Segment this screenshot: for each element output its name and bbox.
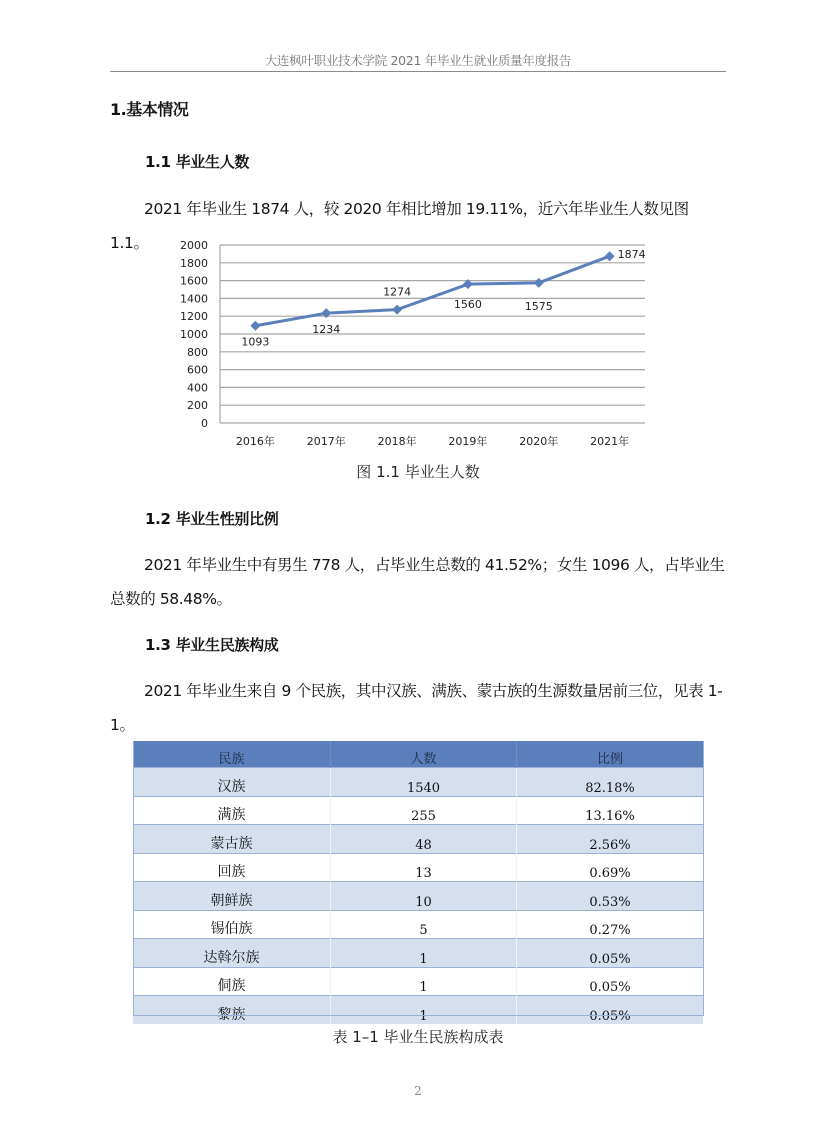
page-number: 2	[414, 1084, 422, 1098]
paragraph-graduate-count: 2021 年毕业生 1874 人，较 2020 年相比增加 19.11%，近六年毕业生人数见图 1.1。	[110, 200, 689, 252]
chart-x-axis	[236, 434, 629, 448]
table-row	[133, 996, 703, 1024]
cell-count: 1540	[331, 768, 517, 797]
y-tick-label: 1000	[180, 328, 208, 341]
data-label: 1234	[312, 323, 341, 337]
data-label: 1874	[617, 248, 646, 262]
cell-count: 1	[331, 939, 517, 968]
y-tick-label: 600	[187, 363, 208, 377]
data-point-marker	[392, 305, 402, 315]
section-heading-1-2: 1.2 毕业生性别比例	[145, 510, 279, 528]
chart-gridlines	[220, 245, 645, 423]
cell-ratio: 0.69%	[517, 853, 704, 882]
data-label: 1274	[383, 285, 412, 299]
x-tick-label: 2021年	[590, 435, 630, 448]
table-row	[133, 939, 703, 968]
data-point-marker	[534, 278, 544, 288]
graduates-line-chart	[160, 232, 660, 457]
y-tick-label: 1600	[180, 274, 208, 288]
section-heading-1-3: 1.3 毕业生民族构成	[145, 636, 279, 654]
cell-count: 1	[331, 996, 517, 1024]
table-row	[133, 825, 703, 854]
cell-ethnicity: 回族	[133, 853, 331, 882]
cell-ratio: 13.16%	[517, 796, 704, 825]
ethnicity-table	[133, 741, 703, 1024]
y-tick-label: 200	[187, 399, 208, 413]
data-label: 1560	[453, 298, 482, 312]
paragraph-gender-ratio: 2021 年毕业生中有男生 778 人，占毕业生总数的 41.52%；女生 1096 人，占毕业生总数的 58.48%。	[110, 556, 725, 608]
data-label: 1093	[241, 335, 270, 349]
table-header-row	[133, 741, 703, 768]
data-point-marker	[250, 321, 260, 331]
column-header-ethnicity: 民族	[133, 741, 331, 768]
table-row	[133, 853, 703, 882]
section-heading-1-1: 1.1 毕业生人数	[145, 153, 250, 171]
running-header: 大连枫叶职业技术学院 2021 年毕业生就业质量年度报告	[264, 53, 572, 68]
column-header-count: 人数	[331, 741, 517, 768]
y-tick-label: 800	[187, 345, 208, 359]
table-row	[133, 768, 703, 797]
series-line	[255, 256, 609, 326]
x-tick-label: 2018年	[377, 435, 417, 448]
table-row	[133, 882, 703, 911]
cell-count: 48	[331, 825, 517, 854]
y-tick-label: 0	[201, 417, 208, 430]
column-header-ratio: 比例	[517, 741, 704, 768]
cell-ratio: 0.05%	[517, 967, 704, 996]
chart-y-axis	[180, 239, 208, 430]
y-tick-label: 1800	[180, 256, 208, 270]
cell-count: 10	[331, 882, 517, 911]
table-row	[133, 967, 703, 996]
cell-ethnicity: 蒙古族	[133, 825, 331, 854]
cell-count: 255	[331, 796, 517, 825]
table-row	[133, 910, 703, 939]
cell-ethnicity: 汉族	[133, 768, 331, 797]
cell-ethnicity: 侗族	[133, 967, 331, 996]
cell-ratio: 0.05%	[517, 996, 704, 1024]
cell-ethnicity: 黎族	[133, 996, 331, 1024]
cell-ethnicity: 达斡尔族	[133, 939, 331, 968]
cell-ethnicity: 满族	[133, 796, 331, 825]
table-caption: 表 1–1 毕业生民族构成表	[332, 1028, 504, 1046]
section-heading-1: 1.基本情况	[110, 100, 189, 119]
cell-ratio: 2.56%	[517, 825, 704, 854]
x-tick-label: 2020年	[519, 435, 559, 448]
cell-ethnicity: 朝鲜族	[133, 882, 331, 911]
cell-count: 1	[331, 967, 517, 996]
cell-ratio: 0.53%	[517, 882, 704, 911]
cell-ratio: 0.27%	[517, 910, 704, 939]
cell-count: 5	[331, 910, 517, 939]
y-tick-label: 2000	[180, 239, 208, 252]
cell-ratio: 0.05%	[517, 939, 704, 968]
data-point-marker	[605, 251, 615, 261]
figure-caption: 图 1.1 毕业生人数	[356, 463, 480, 481]
x-tick-label: 2016年	[235, 435, 275, 448]
cell-count: 13	[331, 853, 517, 882]
data-label: 1575	[524, 299, 553, 313]
y-tick-label: 1200	[180, 310, 208, 324]
y-tick-label: 400	[187, 381, 208, 395]
paragraph-ethnicity: 2021 年毕业生来自 9 个民族，其中汉族、满族、蒙古族的生源数量居前三位，见表 1-1。	[110, 682, 723, 734]
cell-ratio: 82.18%	[517, 768, 704, 797]
table-row	[133, 796, 703, 825]
header-rule	[110, 71, 726, 72]
x-tick-label: 2019年	[448, 435, 488, 448]
y-tick-label: 1400	[180, 292, 208, 306]
x-tick-label: 2017年	[306, 435, 346, 448]
cell-ethnicity: 锡伯族	[133, 910, 331, 939]
